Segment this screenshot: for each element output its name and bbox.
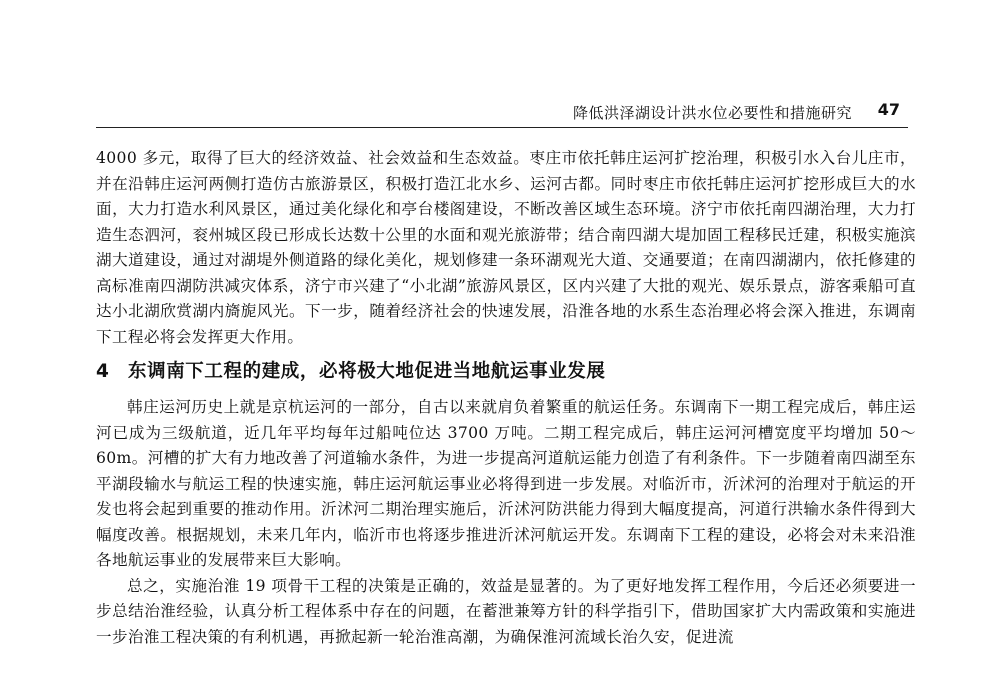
running-header-title: 降低洪泽湖设计洪水位必要性和措施研究 bbox=[572, 104, 852, 122]
header-rule bbox=[96, 127, 908, 128]
page-number: 47 bbox=[877, 100, 900, 119]
running-header bbox=[96, 98, 904, 128]
section-heading bbox=[96, 357, 916, 387]
section-paragraph-1: 韩庄运河历史上就是京杭运河的一部分，自古以来就肩负着繁重的航运任务。东调南下一期工程完成后，韩庄运河已成为三级航道，近几年平均每年过船吨位达 3700 万吨。二期工程完成后，韩庄运河河槽宽度平均增加 50～60m。河槽的扩大有力地改善了河道输水条件，为进一步提高河道航运能力创造了有利条件。下一步随着南四湖至东平湖段输水与航运工程的快速实施，韩庄运河航运事业必将得到进一步发展。对临沂市，沂沭河的治理对于航运的开发也将会起到重要的推动作用。沂沭河二期治理实施后，沂沭河防洪能力得到大幅度提高，河道行洪输水条件得到大幅度改善。根据规划，未来几年内，临沂市也将逐步推进沂沭河航运开发。东调南下工程的建设，必将会对未来沿淮各地航运事业的发展带来巨大影响。 bbox=[96, 398, 916, 569]
section-number: 4 bbox=[96, 361, 110, 382]
paragraph-continued: 4000 多元，取得了巨大的经济效益、社会效益和生态效益。枣庄市依托韩庄运河扩挖治理，积极引水入台儿庄市，并在沿韩庄运河两侧打造仿古旅游景区，积极打造江北水乡、运河古都。同时枣庄市依托韩庄运河扩挖形成巨大的水面，大力打造水利风景区，通过美化绿化和亭台楼阁建设，不断改善区域生态环境。济宁市依托南四湖治理，大力打造生态泗河，衮州城区段已形成长达数十公里的水面和观光旅游带；结合南四湖大堤加固工程移民迁建，积极实施滨湖大道建设，通过对湖堤外侧道路的绿化美化，规划修建一条环湖观光大道、交通要道；在南四湖湖内，依托修建的高标准南四湖防洪减灾体系，济宁市兴建了“小北湖”旅游风景区，区内兴建了大批的观光、娱乐景点，游客乘船可直达小北湖欣赏湖内旖旎风光。下一步，随着经济社会的快速发展，沿淮各地的水系生态治理必将会深入推进，东调南下工程必将会发挥更大作用。 bbox=[96, 149, 916, 346]
body-text bbox=[96, 146, 916, 650]
section-title: 东调南下工程的建成，必将极大地促进当地航运事业发展 bbox=[128, 361, 606, 382]
section-paragraph-2: 总之，实施治淮 19 项骨干工程的决策是正确的，效益是显著的。为了更好地发挥工程作用，今后还必须要进一步总结治淮经验，认真分析工程体系中存在的问题，在蓄泄兼筹方针的科学指引下，借助国家扩大内需政策和实施进一步治淮工程决策的有利机遇，再掀起新一轮治淮高潮，为确保淮河流域长治久安，促进流 bbox=[96, 576, 916, 646]
